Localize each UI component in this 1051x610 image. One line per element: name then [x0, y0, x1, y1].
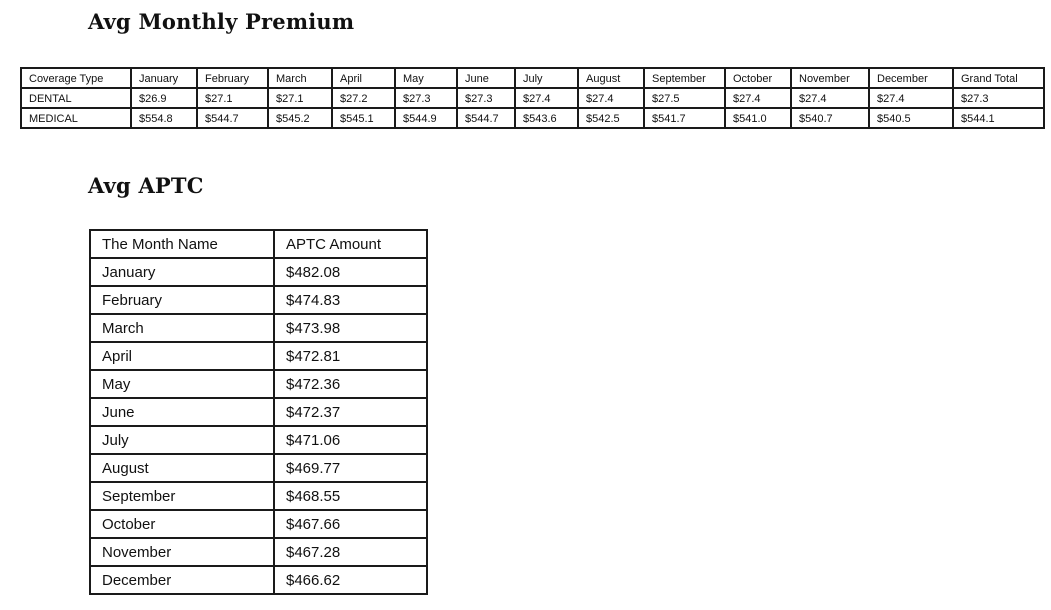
header-row	[90, 230, 427, 258]
cell: $27.4	[515, 88, 578, 108]
table-row	[21, 88, 1044, 108]
cell: October	[90, 510, 274, 538]
cell: $467.66	[274, 510, 427, 538]
column-header: Coverage Type	[21, 68, 131, 88]
table-row	[90, 286, 427, 314]
column-header: June	[457, 68, 515, 88]
cell: June	[90, 398, 274, 426]
table-row	[90, 510, 427, 538]
cell: $472.81	[274, 342, 427, 370]
column-header: December	[869, 68, 953, 88]
cell: $544.7	[457, 108, 515, 128]
column-header: October	[725, 68, 791, 88]
cell: $541.0	[725, 108, 791, 128]
table-row	[90, 538, 427, 566]
cell: $27.4	[791, 88, 869, 108]
cell: $545.1	[332, 108, 395, 128]
column-header: February	[197, 68, 268, 88]
table-row	[90, 454, 427, 482]
table-row	[90, 342, 427, 370]
cell: May	[90, 370, 274, 398]
column-header: Grand Total	[953, 68, 1044, 88]
cell: $27.2	[332, 88, 395, 108]
cell: $27.4	[869, 88, 953, 108]
cell: $544.1	[953, 108, 1044, 128]
cell: $27.5	[644, 88, 725, 108]
cell: $27.1	[197, 88, 268, 108]
cell: $543.6	[515, 108, 578, 128]
cell: $466.62	[274, 566, 427, 594]
cell: $27.1	[268, 88, 332, 108]
cell: $544.7	[197, 108, 268, 128]
cell: December	[90, 566, 274, 594]
cell: $468.55	[274, 482, 427, 510]
cell: $542.5	[578, 108, 644, 128]
column-header: September	[644, 68, 725, 88]
cell: $472.36	[274, 370, 427, 398]
cell: November	[90, 538, 274, 566]
premium-section-title: Avg Monthly Premium	[88, 9, 355, 34]
cell: March	[90, 314, 274, 342]
cell: $469.77	[274, 454, 427, 482]
cell: MEDICAL	[21, 108, 131, 128]
column-header: May	[395, 68, 457, 88]
cell: $26.9	[131, 88, 197, 108]
cell: $544.9	[395, 108, 457, 128]
cell: $27.3	[953, 88, 1044, 108]
cell: September	[90, 482, 274, 510]
column-header: The Month Name	[90, 230, 274, 258]
cell: $474.83	[274, 286, 427, 314]
cell: $540.5	[869, 108, 953, 128]
cell: $27.4	[725, 88, 791, 108]
table-row	[90, 426, 427, 454]
table-row	[90, 258, 427, 286]
cell: January	[90, 258, 274, 286]
column-header: August	[578, 68, 644, 88]
cell: DENTAL	[21, 88, 131, 108]
header-row	[21, 68, 1044, 88]
avg-aptc-table	[89, 229, 428, 595]
avg-monthly-premium-table	[20, 67, 1045, 129]
cell: $541.7	[644, 108, 725, 128]
cell: $545.2	[268, 108, 332, 128]
cell: $473.98	[274, 314, 427, 342]
cell: $467.28	[274, 538, 427, 566]
table-row	[90, 398, 427, 426]
column-header: APTC Amount	[274, 230, 427, 258]
table-row	[90, 370, 427, 398]
cell: $554.8	[131, 108, 197, 128]
cell: $27.3	[395, 88, 457, 108]
cell: $27.3	[457, 88, 515, 108]
cell: $482.08	[274, 258, 427, 286]
table-row	[21, 108, 1044, 128]
cell: July	[90, 426, 274, 454]
cell: $471.06	[274, 426, 427, 454]
table-row	[90, 566, 427, 594]
cell: February	[90, 286, 274, 314]
aptc-section-title: Avg APTC	[88, 173, 204, 198]
table-row	[90, 482, 427, 510]
column-header: April	[332, 68, 395, 88]
cell: $27.4	[578, 88, 644, 108]
cell: $540.7	[791, 108, 869, 128]
column-header: March	[268, 68, 332, 88]
column-header: November	[791, 68, 869, 88]
column-header: January	[131, 68, 197, 88]
cell: $472.37	[274, 398, 427, 426]
table-row	[90, 314, 427, 342]
column-header: July	[515, 68, 578, 88]
cell: April	[90, 342, 274, 370]
cell: August	[90, 454, 274, 482]
